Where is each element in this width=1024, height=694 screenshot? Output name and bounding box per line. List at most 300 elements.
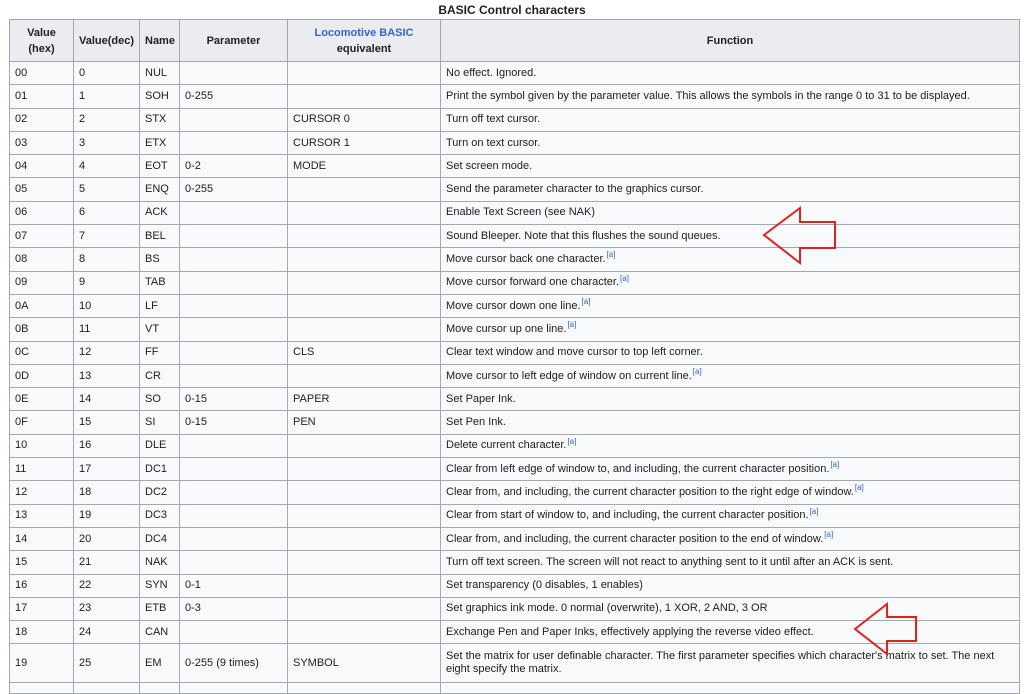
cell-hex — [10, 683, 74, 694]
table-row — [10, 364, 1020, 387]
cell-function — [441, 597, 1020, 620]
cell-name-text: SO — [145, 392, 161, 405]
cell-name — [140, 388, 180, 411]
cell-hex — [10, 458, 74, 481]
cell-dec-text: 7 — [79, 229, 86, 242]
cell-parameter-text: 0-1 — [185, 579, 201, 592]
cell-basic-equivalent-text: PAPER — [293, 392, 330, 405]
cell-function — [441, 248, 1020, 271]
cell-name — [140, 527, 180, 550]
cell-dec-text: 2 — [79, 113, 86, 126]
cell-hex-text: 05 — [15, 183, 28, 196]
col-header-basic-equivalent[interactable] — [288, 20, 441, 62]
cell-function — [441, 155, 1020, 178]
cell-hex — [10, 248, 74, 271]
table-row — [10, 527, 1020, 550]
cell-dec — [74, 527, 140, 550]
cell-dec-text: 9 — [79, 276, 86, 289]
col-header-dec[interactable]: Value(dec) — [74, 20, 140, 62]
cell-parameter — [180, 201, 288, 224]
cell-hex — [10, 364, 74, 387]
table-caption: BASIC Control characters — [438, 3, 586, 17]
cell-basic-equivalent — [288, 318, 441, 341]
cell-name — [140, 341, 180, 364]
cell-dec — [74, 271, 140, 294]
cell-name-text: ETX — [145, 136, 167, 149]
cell-parameter — [180, 527, 288, 550]
cell-dec — [74, 85, 140, 108]
cell-dec-text: 4 — [79, 159, 86, 172]
cell-hex-text: 0A — [15, 299, 29, 312]
cell-dec — [74, 481, 140, 504]
cell-dec — [74, 178, 140, 201]
cell-parameter-text: 0-255 — [185, 89, 214, 102]
cell-dec — [74, 434, 140, 457]
cell-name-text: SYN — [145, 579, 168, 592]
cell-basic-equivalent — [288, 294, 441, 317]
cell-name — [140, 131, 180, 154]
cell-dec — [74, 225, 140, 248]
cell-name-text: EOT — [145, 159, 168, 172]
cell-dec-text: 0 — [79, 66, 86, 79]
cell-function-text: Move cursor back one character. — [446, 253, 606, 266]
table-row — [10, 108, 1020, 131]
cell-hex — [10, 178, 74, 201]
cell-hex-text: 18 — [15, 625, 28, 638]
cell-dec-text: 20 — [79, 532, 92, 545]
cell-basic-equivalent — [288, 131, 441, 154]
footnote-ref-link[interactable]: [a] — [567, 320, 577, 330]
cell-name-text: CAN — [145, 625, 169, 638]
cell-dec-text: 15 — [79, 416, 92, 429]
cell-function — [441, 271, 1020, 294]
cell-function — [441, 225, 1020, 248]
table-row — [10, 155, 1020, 178]
cell-parameter — [180, 574, 288, 597]
cell-name — [140, 155, 180, 178]
cell-dec — [74, 364, 140, 387]
cell-dec — [74, 621, 140, 644]
cell-dec-text: 21 — [79, 555, 92, 568]
cell-parameter — [180, 225, 288, 248]
cell-hex-text: 0C — [15, 346, 30, 359]
cell-basic-equivalent — [288, 248, 441, 271]
cell-basic-equivalent — [288, 108, 441, 131]
cell-name — [140, 683, 180, 694]
cell-function — [441, 62, 1020, 85]
cell-dec-text: 12 — [79, 346, 92, 359]
cell-function — [441, 388, 1020, 411]
table-row — [10, 458, 1020, 481]
footnote-ref-link[interactable]: [a] — [567, 436, 577, 446]
cell-dec — [74, 574, 140, 597]
cell-name — [140, 434, 180, 457]
cell-parameter — [180, 388, 288, 411]
cell-hex — [10, 388, 74, 411]
cell-name — [140, 644, 180, 683]
cell-hex-text: 13 — [15, 509, 28, 522]
cell-function — [441, 551, 1020, 574]
cell-hex — [10, 225, 74, 248]
left-arrow-annotation-icon — [763, 207, 839, 265]
cell-function-text: Set screen mode. — [446, 159, 533, 172]
table-row — [10, 551, 1020, 574]
cell-dec-text: 22 — [79, 579, 92, 592]
cell-basic-equivalent — [288, 341, 441, 364]
cell-dec — [74, 131, 140, 154]
cell-function-text: Sound Bleeper. Note that this flushes the sound queues. — [446, 229, 721, 242]
cell-dec-text: 11 — [79, 322, 91, 335]
cell-dec — [74, 551, 140, 574]
cell-name-text: NAK — [145, 555, 168, 568]
cell-dec-text: 5 — [79, 183, 86, 196]
cell-function — [441, 318, 1020, 341]
cell-name-text: DLE — [145, 439, 167, 452]
cell-dec — [74, 458, 140, 481]
cell-name — [140, 574, 180, 597]
col-header-parameter[interactable]: Parameter — [180, 20, 288, 62]
cell-dec-text: 23 — [79, 602, 92, 615]
cell-hex — [10, 504, 74, 527]
cell-dec-text: 24 — [79, 625, 92, 638]
cell-name-text: SI — [145, 416, 156, 429]
cell-name — [140, 62, 180, 85]
cell-name — [140, 85, 180, 108]
cell-name — [140, 481, 180, 504]
cell-name-text: DC1 — [145, 462, 168, 475]
table-row — [10, 178, 1020, 201]
cell-parameter — [180, 597, 288, 620]
cell-basic-equivalent-text: CURSOR 0 — [293, 113, 350, 126]
cell-hex-text: 11 — [15, 462, 27, 475]
cell-dec-text: 13 — [79, 369, 92, 382]
col-header-name[interactable]: Name — [140, 20, 180, 62]
cell-name-text: DC3 — [145, 509, 168, 522]
footnote-ref-link[interactable]: [a] — [606, 250, 616, 260]
cell-function-text: Print the symbol given by the parameter value. This allows the symbols in the range 0 to 31 to be displayed. — [446, 89, 970, 102]
cell-parameter — [180, 481, 288, 504]
cell-name — [140, 178, 180, 201]
cell-parameter-text: 0-3 — [185, 602, 201, 615]
cell-name — [140, 621, 180, 644]
cell-function — [441, 644, 1020, 683]
table-row — [10, 574, 1020, 597]
cell-function — [441, 201, 1020, 224]
cell-dec — [74, 318, 140, 341]
cell-hex — [10, 434, 74, 457]
cell-basic-equivalent-text: CLS — [293, 346, 315, 359]
cell-function-text: Move cursor forward one character. — [446, 276, 620, 289]
cell-function-text: Set Pen Ink. — [446, 416, 506, 429]
cell-hex — [10, 621, 74, 644]
cell-name — [140, 201, 180, 224]
cell-function — [441, 294, 1020, 317]
cell-dec — [74, 108, 140, 131]
cell-function — [441, 411, 1020, 434]
cell-function-text: No effect. Ignored. — [446, 66, 537, 79]
cell-hex — [10, 155, 74, 178]
cell-function — [441, 527, 1020, 550]
cell-hex — [10, 551, 74, 574]
cell-function-text: Move cursor to left edge of window on current line. — [446, 369, 692, 382]
cell-function-text: Delete current character. — [446, 439, 567, 452]
cell-name — [140, 504, 180, 527]
cell-name-text: BEL — [145, 229, 166, 242]
cell-basic-equivalent-text: PEN — [293, 416, 316, 429]
cell-function — [441, 683, 1020, 694]
table-row — [10, 318, 1020, 341]
cell-hex-text: 06 — [15, 206, 28, 219]
cell-name-text: FF — [145, 346, 159, 359]
table-row — [10, 248, 1020, 271]
cell-function-text: Clear text window and move cursor to top left corner. — [446, 346, 703, 359]
cell-function — [441, 504, 1020, 527]
cell-function-text: Set Paper Ink. — [446, 392, 516, 405]
cell-dec — [74, 62, 140, 85]
cell-basic-equivalent — [288, 85, 441, 108]
cell-parameter-text: 0-255 (9 times) — [185, 656, 259, 669]
cell-hex-text: 19 — [15, 656, 28, 669]
cell-basic-equivalent — [288, 551, 441, 574]
cell-function-text: Move cursor up one line. — [446, 322, 567, 335]
cell-hex — [10, 318, 74, 341]
cell-basic-equivalent — [288, 178, 441, 201]
locomotive-basic-link[interactable]: Locomotive BASIC — [314, 26, 414, 39]
table-row — [10, 411, 1020, 434]
cell-function — [441, 574, 1020, 597]
cell-name-text: DC4 — [145, 532, 168, 545]
cell-dec — [74, 388, 140, 411]
footnote-ref-link[interactable]: [a] — [809, 506, 819, 516]
cell-function-text: Set transparency (0 disables, 1 enables) — [446, 579, 643, 592]
cell-dec-text: 25 — [79, 656, 92, 669]
cell-parameter — [180, 644, 288, 683]
cell-hex — [10, 527, 74, 550]
cell-basic-equivalent — [288, 388, 441, 411]
cell-dec — [74, 411, 140, 434]
cell-dec-text: 8 — [79, 253, 86, 266]
cell-parameter — [180, 504, 288, 527]
cell-parameter — [180, 318, 288, 341]
cell-name-text: ETB — [145, 602, 167, 615]
cell-basic-equivalent — [288, 504, 441, 527]
cell-hex — [10, 131, 74, 154]
cell-basic-equivalent-text: CURSOR 1 — [293, 136, 350, 149]
table-row — [10, 683, 1020, 694]
left-arrow-annotation-icon — [854, 603, 920, 655]
cell-name — [140, 364, 180, 387]
cell-hex-text: 14 — [15, 532, 28, 545]
col-header-function[interactable]: Function — [441, 20, 1020, 62]
cell-hex-text: 02 — [15, 113, 28, 126]
cell-basic-equivalent-text: MODE — [293, 159, 326, 172]
footnote-ref-link[interactable]: [a] — [620, 273, 629, 283]
cell-hex-text: 03 — [15, 136, 28, 149]
table-row — [10, 201, 1020, 224]
cell-parameter — [180, 131, 288, 154]
cell-name-text: CR — [145, 369, 161, 382]
cell-basic-equivalent — [288, 411, 441, 434]
cell-name — [140, 294, 180, 317]
table-row — [10, 225, 1020, 248]
cell-parameter — [180, 271, 288, 294]
cell-function-text: Clear from left edge of window to, and including, the current character position. — [446, 462, 830, 475]
cell-name — [140, 108, 180, 131]
table-row — [10, 85, 1020, 108]
cell-parameter-text: 0-2 — [185, 159, 201, 172]
cell-hex-text: 0B — [15, 322, 29, 335]
cell-dec-text: 10 — [79, 299, 92, 312]
cell-hex-text: 0E — [15, 392, 29, 405]
cell-basic-equivalent — [288, 458, 441, 481]
cell-hex — [10, 62, 74, 85]
cell-name-text: STX — [145, 113, 167, 126]
cell-basic-equivalent — [288, 621, 441, 644]
cell-function — [441, 364, 1020, 387]
cell-hex — [10, 108, 74, 131]
footnote-ref-link[interactable]: [a] — [692, 366, 702, 376]
cell-basic-equivalent — [288, 225, 441, 248]
table-row — [10, 271, 1020, 294]
cell-dec — [74, 248, 140, 271]
cell-hex-text: 17 — [15, 602, 28, 615]
footnote-ref-link[interactable]: [a] — [854, 483, 864, 493]
cell-parameter — [180, 458, 288, 481]
footnote-ref-link[interactable]: [a] — [830, 460, 840, 470]
cell-parameter — [180, 434, 288, 457]
cell-hex-text: 15 — [15, 555, 28, 568]
footnote-ref-link[interactable]: [a] — [581, 296, 591, 306]
cell-parameter — [180, 364, 288, 387]
cell-function-text: Turn on text cursor. — [446, 136, 541, 149]
cell-function-text: Send the parameter character to the graphics cursor. — [446, 183, 704, 196]
cell-parameter — [180, 294, 288, 317]
cell-hex-text: 09 — [15, 276, 28, 289]
cell-name — [140, 597, 180, 620]
cell-name-text: LF — [145, 299, 158, 312]
cell-function — [441, 481, 1020, 504]
cell-hex-text: 0D — [15, 369, 30, 382]
cell-dec — [74, 294, 140, 317]
cell-name-text: TAB — [145, 276, 166, 289]
table-header-row — [10, 20, 1020, 62]
cell-hex — [10, 85, 74, 108]
cell-dec — [74, 155, 140, 178]
cell-function-text: Clear from, and including, the current character position to the right edge of window. — [446, 485, 854, 498]
cell-basic-equivalent — [288, 364, 441, 387]
cell-dec-text: 16 — [79, 439, 92, 452]
cell-dec — [74, 683, 140, 694]
cell-hex-text: 01 — [15, 89, 28, 102]
cell-parameter — [180, 683, 288, 694]
table-row — [10, 294, 1020, 317]
table-row — [10, 341, 1020, 364]
cell-basic-equivalent — [288, 574, 441, 597]
cell-hex-text: 07 — [15, 229, 28, 242]
cell-dec-text: 6 — [79, 206, 86, 219]
cell-name — [140, 551, 180, 574]
cell-parameter — [180, 341, 288, 364]
table-row — [10, 504, 1020, 527]
cell-basic-equivalent — [288, 481, 441, 504]
cell-parameter — [180, 178, 288, 201]
table-row — [10, 388, 1020, 411]
table-row — [10, 62, 1020, 85]
cell-dec — [74, 644, 140, 683]
cell-basic-equivalent — [288, 527, 441, 550]
cell-hex — [10, 294, 74, 317]
cell-parameter-text: 0-15 — [185, 416, 208, 429]
cell-name — [140, 225, 180, 248]
cell-dec-text: 17 — [79, 462, 92, 475]
cell-hex — [10, 411, 74, 434]
cell-name — [140, 271, 180, 294]
cell-basic-equivalent — [288, 597, 441, 620]
cell-function-text: Exchange Pen and Paper Inks, effectively applying the reverse video effect. — [446, 625, 814, 638]
cell-function-text: Clear from, and including, the current character position to the end of window. — [446, 532, 824, 545]
cell-hex-text: 12 — [15, 485, 28, 498]
cell-function — [441, 108, 1020, 131]
cell-name-text: BS — [145, 253, 160, 266]
cell-hex-text: 08 — [15, 253, 28, 266]
cell-dec — [74, 504, 140, 527]
col-header-hex[interactable]: Value (hex) — [10, 20, 74, 62]
cell-function — [441, 434, 1020, 457]
cell-function — [441, 621, 1020, 644]
cell-hex — [10, 597, 74, 620]
cell-hex-text: 0F — [15, 416, 28, 429]
cell-function — [441, 85, 1020, 108]
col-header-basic-equivalent-label: equivalent — [336, 42, 392, 55]
cell-function — [441, 458, 1020, 481]
cell-dec — [74, 201, 140, 224]
cell-function-text: Turn off text screen. The screen will not react to anything sent to it until after an ACK is sent. — [446, 555, 894, 568]
cell-parameter — [180, 621, 288, 644]
table-row — [10, 131, 1020, 154]
cell-dec — [74, 597, 140, 620]
cell-function-text: Move cursor down one line. — [446, 299, 581, 312]
cell-parameter — [180, 62, 288, 85]
cell-parameter — [180, 551, 288, 574]
cell-hex-text: 04 — [15, 159, 28, 172]
cell-hex-text: 16 — [15, 579, 28, 592]
cell-dec-text: 18 — [79, 485, 92, 498]
cell-name-text: NUL — [145, 66, 168, 79]
footnote-ref-link[interactable]: [a] — [824, 529, 834, 539]
cell-hex-text: 10 — [15, 439, 28, 452]
cell-parameter — [180, 411, 288, 434]
cell-basic-equivalent — [288, 201, 441, 224]
cell-basic-equivalent — [288, 644, 441, 683]
cell-parameter — [180, 108, 288, 131]
cell-hex — [10, 201, 74, 224]
cell-hex — [10, 644, 74, 683]
cell-dec-text: 3 — [79, 136, 86, 149]
cell-name-text: VT — [145, 322, 160, 335]
cell-dec-text: 1 — [79, 89, 86, 102]
cell-name — [140, 411, 180, 434]
cell-hex — [10, 481, 74, 504]
cell-name-text: EM — [145, 656, 162, 669]
table-row — [10, 481, 1020, 504]
cell-hex — [10, 574, 74, 597]
cell-name — [140, 458, 180, 481]
control-characters-table — [9, 19, 1020, 694]
cell-basic-equivalent — [288, 155, 441, 178]
cell-function-text: Set graphics ink mode. 0 normal (overwrite), 1 XOR, 2 AND, 3 OR — [446, 602, 768, 615]
cell-function — [441, 131, 1020, 154]
cell-name-text: SOH — [145, 89, 169, 102]
